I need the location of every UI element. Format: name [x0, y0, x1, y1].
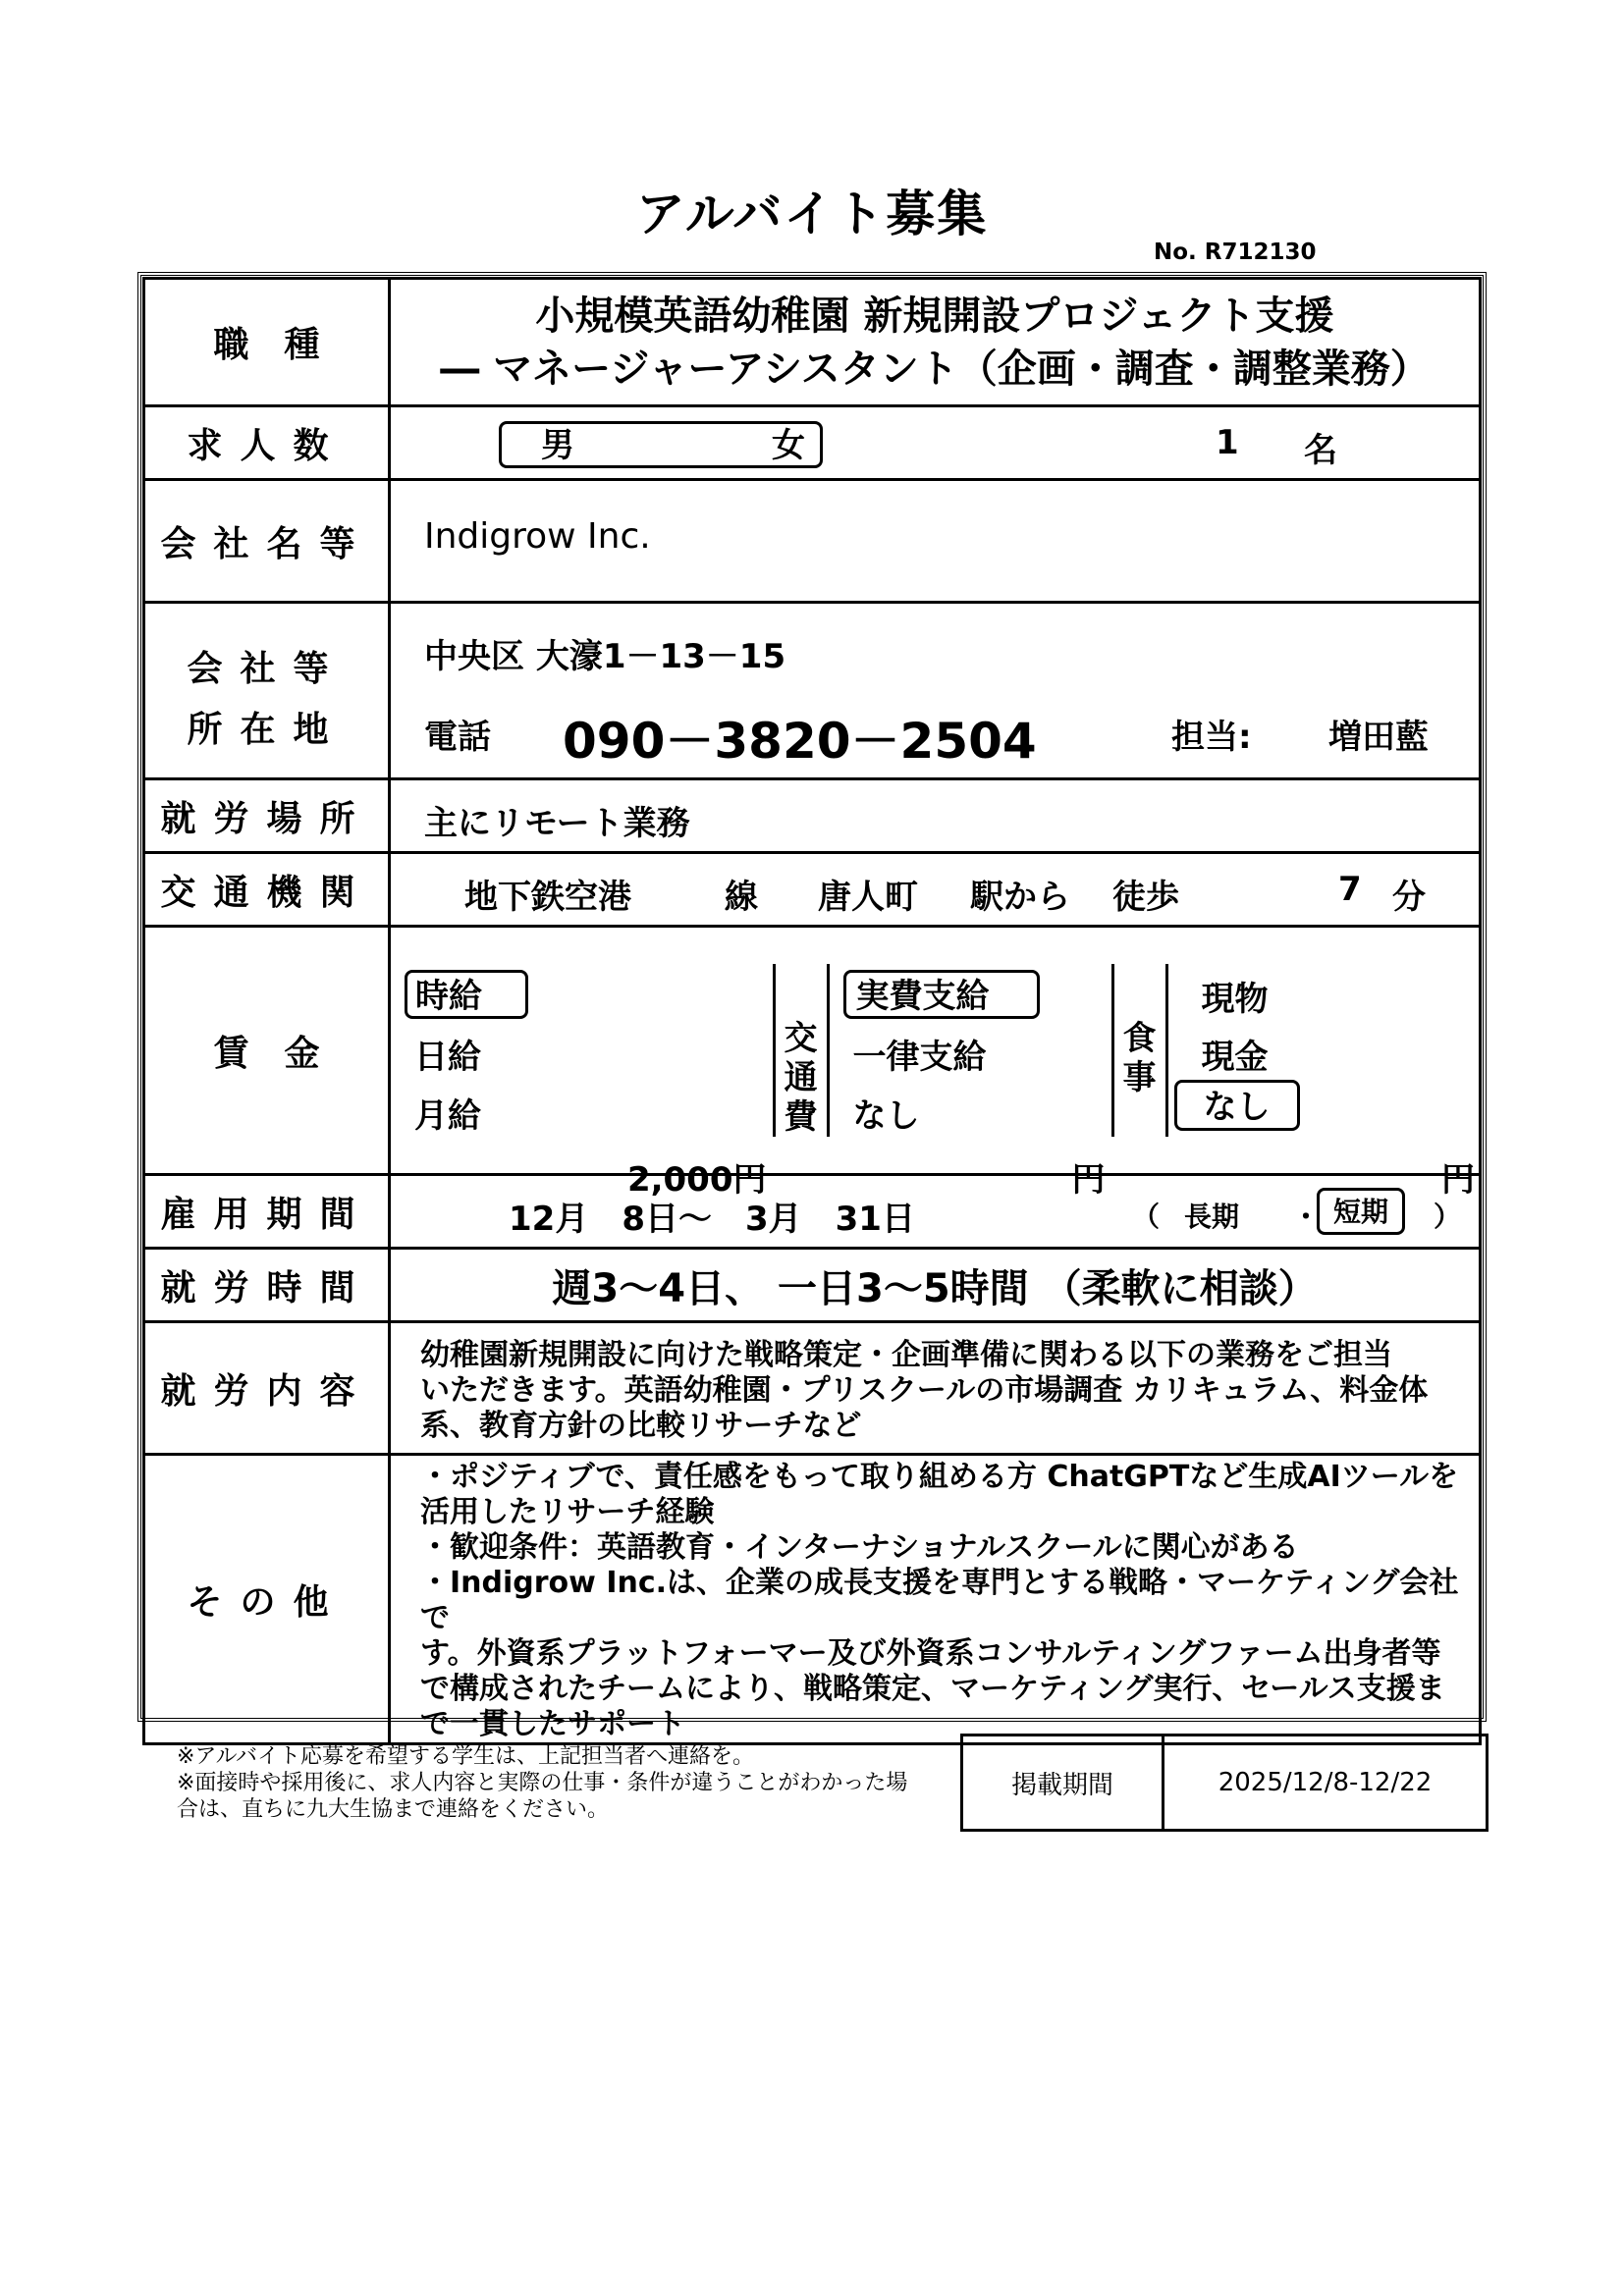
workplace-cell — [390, 779, 1481, 853]
period-long: 長期 — [1184, 1201, 1240, 1233]
wage-type-cell — [391, 964, 774, 1200]
address-location: 中央区 大濠1－13－15 — [424, 637, 786, 676]
meal-goods: 現物 — [1201, 980, 1269, 1019]
transport-fixed: 一律支給 — [852, 1038, 987, 1077]
label-company: 会社名等 — [144, 480, 390, 603]
other-line: す。外資系プラットフォーマー及び外資系コンサルティングファーム出身者等 — [420, 1636, 1441, 1671]
row-duties — [144, 1322, 1481, 1455]
row-wage — [144, 927, 1481, 1175]
hours-text: 週3～4日、 一日3～5時間 （柔軟に相談） — [552, 1265, 1318, 1311]
label-address-line1: 会社等 — [187, 648, 347, 689]
label-period: 雇用期間 — [144, 1175, 390, 1249]
wage-cell — [390, 927, 1481, 1200]
workplace-text: 主にリモート業務 — [424, 804, 690, 843]
job-type-line2: ― マネージャーアシスタント（企画・調査・調整業務） — [440, 346, 1430, 392]
label-hours: 就労時間 — [144, 1249, 390, 1322]
openings-count: 1 — [1216, 423, 1239, 462]
wage-daily: 日給 — [414, 1038, 481, 1077]
meal-cash: 現金 — [1201, 1038, 1269, 1077]
meal-label-cell — [1112, 964, 1166, 1137]
gender-box — [499, 421, 823, 468]
other-line: ・歓迎条件：英語教育・インターナショナルスクールに関心がある — [420, 1530, 1299, 1565]
job-type-cell — [390, 279, 1481, 406]
other-line: ・ポジティブで、責任感をもって取り組める方 ChatGPTなど生成AIツールを — [420, 1460, 1459, 1494]
transit-cell — [390, 853, 1481, 927]
job-type-line1: 小規模英語幼稚園 新規開設プロジェクト支援 — [535, 293, 1334, 339]
duties-line: 系、教育方針の比較リサーチなど — [420, 1409, 862, 1443]
row-workplace — [144, 779, 1481, 853]
duties-line: いただきます。英語幼稚園・プリスクールの市場調査 カリキュラム、料金体 — [420, 1373, 1429, 1408]
meal-cell — [1166, 964, 1479, 1200]
company-name: Indigrow Inc. — [424, 516, 651, 557]
other-cell — [390, 1455, 1481, 1744]
publish-period: 2025/12/8-12/22 — [1164, 1735, 1488, 1831]
other-line: 活用したリサーチ経験 — [420, 1495, 715, 1529]
period-text: 12月 8日～ 3月 31日 — [509, 1200, 915, 1239]
period-cell — [390, 1175, 1481, 1249]
row-other — [144, 1455, 1481, 1744]
label-address-line2: 所在地 — [187, 709, 347, 750]
row-openings — [144, 406, 1481, 480]
phone-number: 090－3820－2504 — [563, 713, 1037, 770]
transport-actual: 実費支給 — [843, 970, 1040, 1019]
transport-unit: 円 — [1071, 1160, 1106, 1200]
meal-label: 食事 — [1122, 1019, 1157, 1097]
document-number: No. R712130 — [1154, 240, 1317, 265]
openings-unit: 名 — [1304, 431, 1337, 470]
period-short: 短期 — [1317, 1188, 1405, 1235]
transit-from-station: 駅から — [970, 878, 1070, 917]
transit-minutes: 7 — [1338, 870, 1362, 909]
label-openings: 求人数 — [144, 406, 390, 480]
transit-station: 唐人町 — [818, 878, 918, 917]
transport-none: なし — [852, 1096, 920, 1136]
footer-note: 合は、直ちに九大生協まで連絡をください。 — [177, 1797, 610, 1822]
footer-note: ※面接時や採用後に、求人内容と実際の仕事・条件が違うことがわかった場 — [177, 1771, 908, 1795]
other-line: で一貫したサポート — [420, 1707, 685, 1741]
address-cell — [390, 603, 1481, 779]
duties-line: 幼稚園新規開設に向けた戦略策定・企画準備に関わる以下の業務をご担当 — [420, 1338, 1392, 1372]
transit-line: 地下鉄空港 — [464, 878, 631, 917]
label-duties: 就労内容 — [144, 1322, 390, 1455]
page-title: アルバイト募集 — [635, 186, 989, 242]
label-address — [144, 603, 390, 779]
wage-amount: 2,000円 — [626, 1160, 767, 1200]
gender-female: 女 — [772, 426, 805, 465]
footer-notes — [177, 1743, 962, 1823]
duties-cell — [390, 1322, 1481, 1455]
label-other: その他 — [144, 1455, 390, 1744]
other-text — [391, 1456, 1479, 1742]
transport-label: 交通費 — [784, 1019, 818, 1137]
duties-text — [391, 1332, 1479, 1444]
row-hours — [144, 1249, 1481, 1322]
gender-male: 男 — [541, 426, 574, 465]
label-wage: 賃 金 — [144, 927, 390, 1175]
row-company — [144, 480, 1481, 603]
row-transit — [144, 853, 1481, 927]
label-workplace: 就労場所 — [144, 779, 390, 853]
publish-period-table — [960, 1734, 1489, 1832]
transit-mode: 徒歩 — [1112, 878, 1179, 917]
contact-label: 担当: — [1171, 718, 1252, 757]
job-posting-form — [142, 277, 1482, 1745]
period-open-paren: （ — [1132, 1201, 1161, 1233]
publish-label: 掲載期間 — [962, 1735, 1164, 1831]
transit-minutes-unit: 分 — [1392, 878, 1426, 917]
other-line: ・Indigrow Inc.は、企業の成長支援を専門とする戦略・マーケティング会社で — [420, 1566, 1459, 1635]
transport-cell — [828, 964, 1112, 1200]
hours-cell — [390, 1249, 1481, 1322]
period-close-paren: ） — [1434, 1201, 1462, 1233]
meal-none: なし — [1174, 1080, 1300, 1131]
row-period — [144, 1175, 1481, 1249]
row-address — [144, 603, 1481, 779]
other-line: で構成されたチームにより、戦略策定、マーケティング実行、セールス支援ま — [420, 1672, 1445, 1706]
contact-name: 増田藍 — [1328, 718, 1429, 757]
transport-label-cell — [774, 964, 828, 1137]
phone-label: 電話 — [424, 718, 491, 757]
row-job-type — [144, 279, 1481, 406]
label-job-type: 職 種 — [144, 279, 390, 406]
period-dot: ・ — [1292, 1201, 1321, 1233]
wage-hourly: 時給 — [405, 970, 528, 1019]
footer-note: ※アルバイト応募を希望する学生は、上記担当者へ連絡を。 — [177, 1744, 755, 1769]
wage-subtable — [391, 964, 1479, 1200]
openings-cell — [390, 406, 1481, 480]
meal-unit: 円 — [1441, 1160, 1475, 1200]
transit-line-suffix: 線 — [725, 878, 758, 917]
company-cell — [390, 480, 1481, 603]
wage-monthly: 月給 — [414, 1096, 481, 1136]
label-transit: 交通機関 — [144, 853, 390, 927]
